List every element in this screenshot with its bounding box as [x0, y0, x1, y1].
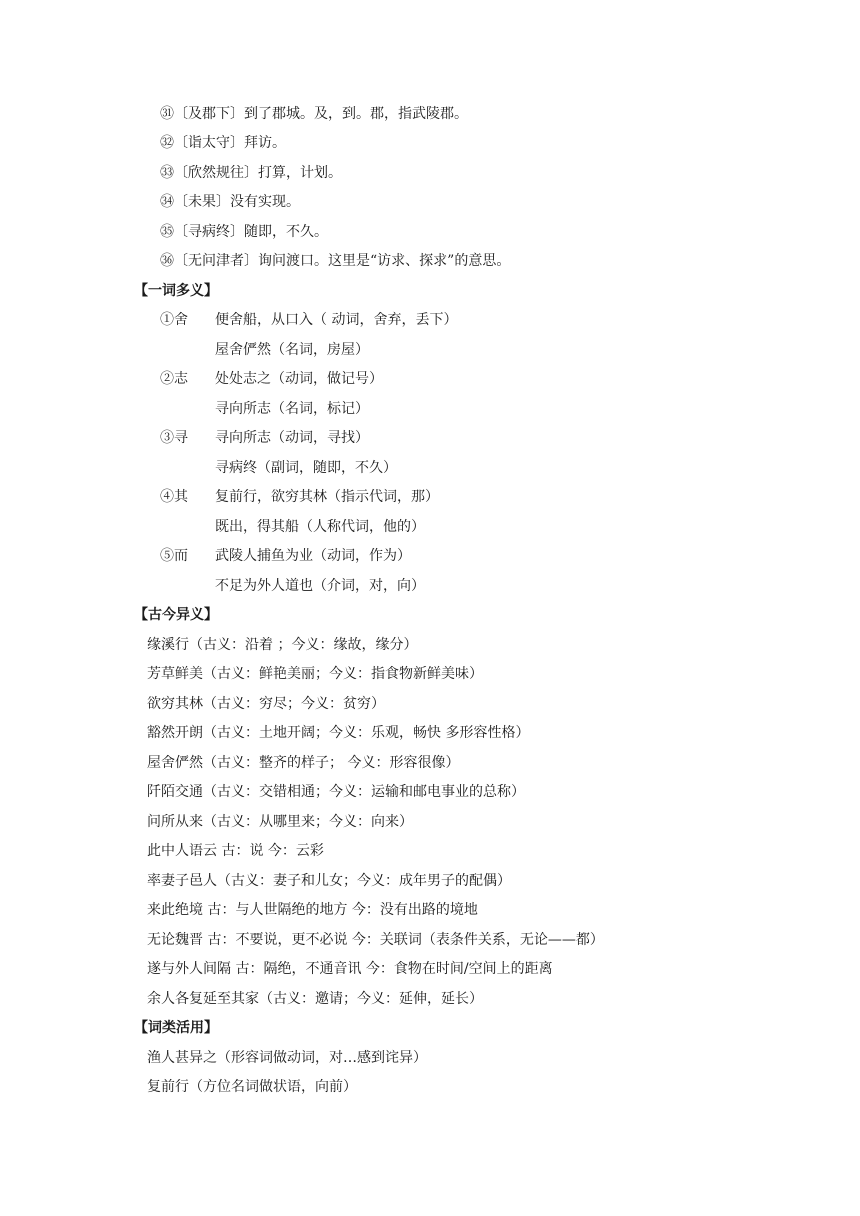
polysemy-sentence: 寻向所志（动词，寻找） — [215, 430, 369, 446]
note-31: ㉛〔及郡下〕到了郡城。及，到。郡，指武陵郡。 — [160, 106, 468, 122]
polysemy-label: ②志 — [160, 371, 188, 387]
ancient-modern-item: 无论魏晋 古：不要说，更不必说 今：关联词（表条件关系，无论——都） — [147, 932, 604, 948]
section-heading-word-class: 【词类活用】 — [134, 1020, 218, 1036]
note-32: ㉜〔诣太守〕拜访。 — [160, 135, 286, 151]
polysemy-label: ①舍 — [160, 312, 188, 328]
polysemy-label: ⑤而 — [160, 548, 188, 564]
ancient-modern-item: 欲穷其林（古义：穷尽；今义：贫穷） — [147, 696, 385, 712]
word-class-item: 渔人甚异之（形容词做动词，对…感到诧异） — [147, 1050, 427, 1066]
ancient-modern-item: 余人各复延至其家（古义：邀请；今义：延伸，延长） — [147, 991, 483, 1007]
polysemy-sentence: 屋舍俨然（名词，房屋） — [215, 342, 369, 358]
ancient-modern-item: 阡陌交通（古义：交错相通；今义：运输和邮电事业的总称） — [147, 784, 525, 800]
note-35: ㉟〔寻病终〕随即，不久。 — [160, 224, 328, 240]
note-34: ㉞〔未果〕没有实现。 — [160, 194, 300, 210]
polysemy-sentence: 寻病终（副词，随即，不久） — [215, 460, 397, 476]
section-heading-polysemy: 【一词多义】 — [134, 283, 218, 299]
ancient-modern-item: 率妻子邑人（古义：妻子和儿女；今义：成年男子的配偶） — [147, 873, 511, 889]
polysemy-sentence: 复前行，欲穷其林（指示代词，那） — [215, 489, 439, 505]
polysemy-sentence: 处处志之（动词，做记号） — [215, 371, 383, 387]
ancient-modern-item: 豁然开朗（古义：土地开阔；今义：乐观，畅快 多形容性格） — [147, 725, 530, 741]
ancient-modern-item: 缘溪行（古义：沿着 ；今义：缘故，缘分） — [147, 637, 418, 653]
ancient-modern-item: 来此绝境 古：与人世隔绝的地方 今：没有出路的境地 — [147, 902, 478, 918]
word-class-item: 复前行（方位名词做状语，向前） — [147, 1079, 357, 1095]
polysemy-sentence: 不足为外人道也（介词，对，向） — [215, 578, 425, 594]
note-36: ㊱〔无问津者〕询问渡口。这里是“访求、探求”的意思。 — [160, 253, 511, 269]
polysemy-label: ④其 — [160, 489, 188, 505]
polysemy-sentence: 武陵人捕鱼为业（动词，作为） — [215, 548, 411, 564]
ancient-modern-item: 屋舍俨然（古义：整齐的样子； 今义：形容很像） — [147, 755, 460, 771]
polysemy-sentence: 便舍船，从口入（ 动词，舍弃，丢下） — [215, 312, 458, 328]
note-33: ㉝〔欣然规往〕打算，计划。 — [160, 165, 342, 181]
polysemy-sentence: 既出，得其船（人称代词，他的） — [215, 519, 425, 535]
polysemy-label: ③寻 — [160, 430, 188, 446]
ancient-modern-item: 芳草鲜美（古义：鲜艳美丽；今义：指食物新鲜美味） — [147, 666, 483, 682]
ancient-modern-item: 此中人语云 古：说 今：云彩 — [147, 843, 324, 859]
section-heading-ancient-modern: 【古今异义】 — [134, 607, 218, 623]
ancient-modern-item: 遂与外人间隔 古：隔绝，不通音讯 今：食物在时间/空间上的距离 — [147, 961, 553, 977]
polysemy-sentence: 寻向所志（名词，标记） — [215, 401, 369, 417]
ancient-modern-item: 问所从来（古义：从哪里来；今义：向来） — [147, 814, 413, 830]
